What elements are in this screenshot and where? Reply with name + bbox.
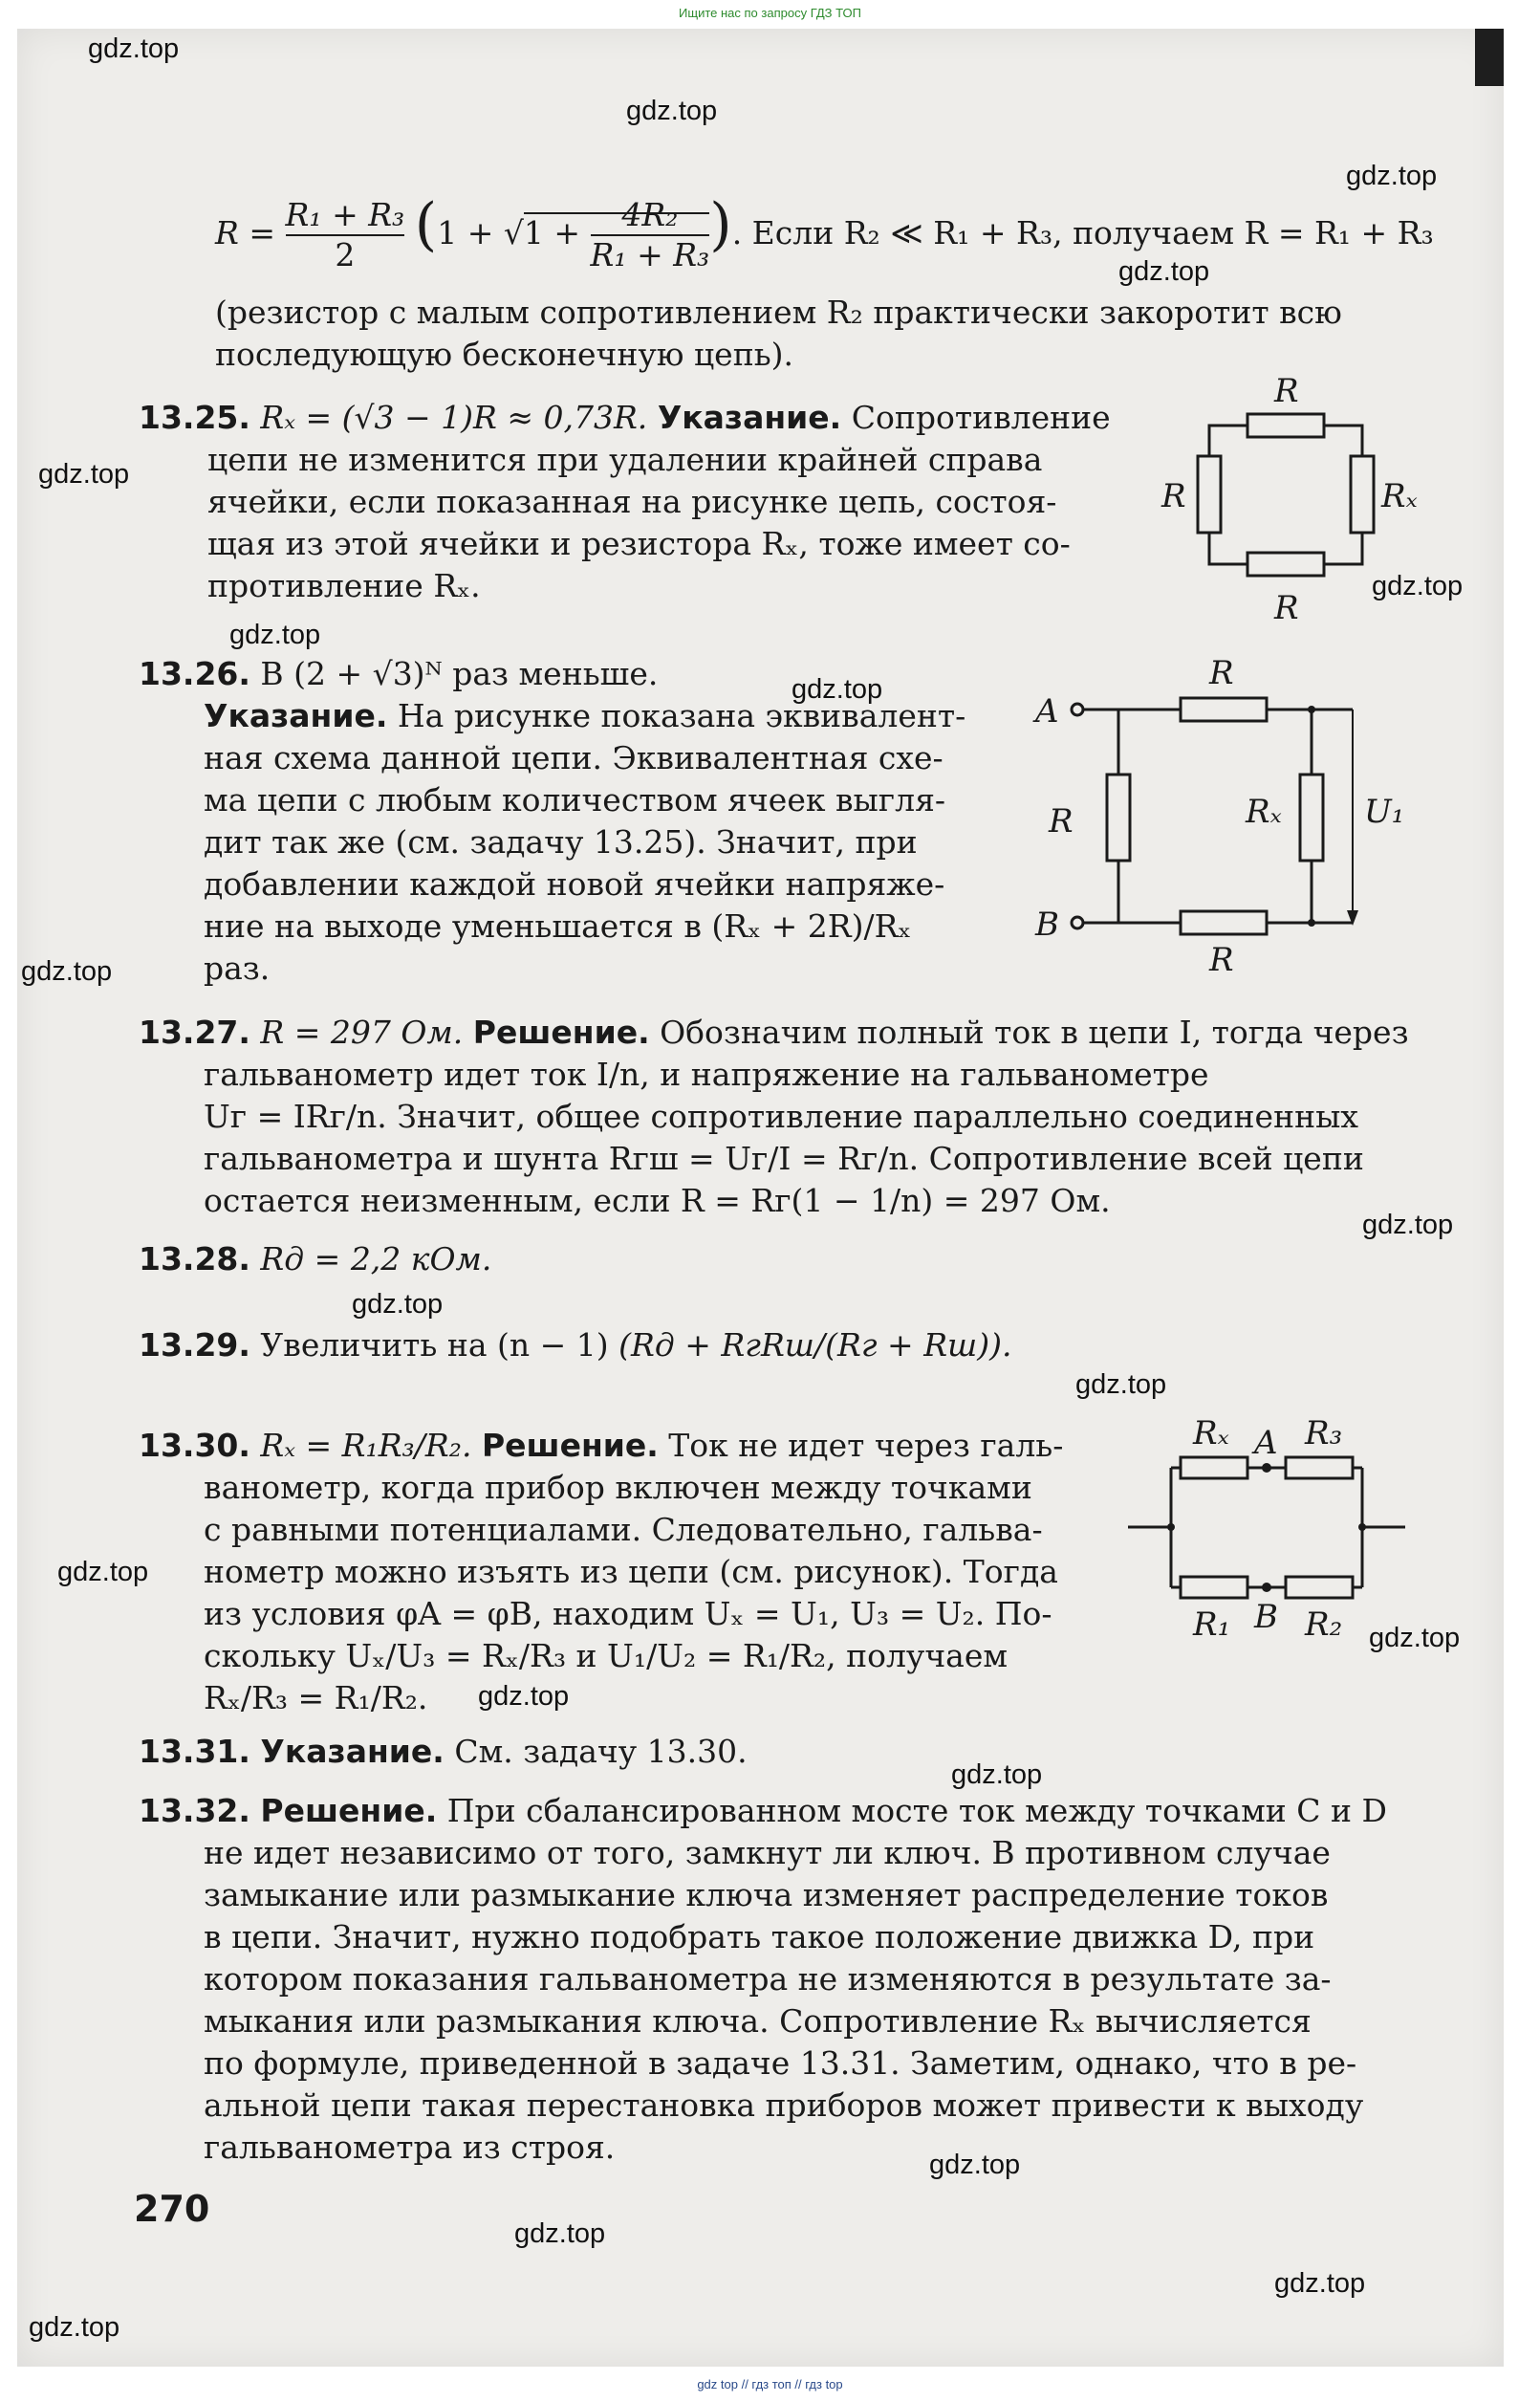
resistor-right: [1351, 456, 1374, 533]
watermark: gdz.top: [21, 956, 113, 987]
watermark: gdz.top: [57, 1557, 149, 1587]
text-line: щая из этой ячейки и резистора Rₓ, тоже имеет со-: [207, 525, 1071, 562]
solution-label: Решение.: [472, 1014, 650, 1051]
top-banner: Ищите нас по запросу ГДЗ ТОП: [679, 6, 861, 20]
text-line: гальванометр идет ток I/n, и напряжение на гальванометре: [204, 1056, 1209, 1093]
text-line: ма цепи с любым количеством ячеек выгля-: [204, 781, 946, 819]
text-line: Uг = IRг/n. Значит, общее сопротивление параллельно соединенных: [204, 1098, 1358, 1135]
label-r-left: R: [1161, 477, 1186, 515]
text-line: ванометр, когда прибор включен между точками: [204, 1469, 1032, 1506]
circuit-figure-13-26: [1028, 650, 1420, 980]
text-line: добавлении каждой новой ячейки напряже-: [204, 865, 945, 903]
watermark: gdz.top: [514, 2218, 606, 2249]
answer: В (2 + √3)ᴺ раз меньше.: [260, 655, 659, 692]
resistor-bottom: [1247, 553, 1324, 576]
text-line: цепи не изменится при удалении крайней справа: [207, 441, 1043, 478]
problem-number: 13.32.: [139, 1792, 250, 1829]
label-u1: U₁: [1364, 793, 1405, 831]
text-line: гальванометра из строя.: [204, 2129, 616, 2166]
watermark: gdz.top: [1369, 1623, 1461, 1653]
page-shadow-corner: [1475, 29, 1504, 86]
text-line: котором показания гальванометра не изменяются в результате за-: [204, 1960, 1332, 1998]
text-line: раз.: [204, 950, 271, 987]
text-line: гальванометра и шунта Rгш = Uг/I = Rг/n. Сопротивление всей цепи: [204, 1140, 1364, 1177]
intro-tail: . Если R₂ ≪ R₁ + R₃, получаем R = R₁ + R₃: [731, 214, 1434, 251]
watermark: gdz.top: [1118, 256, 1210, 287]
hint-label: Указание.: [204, 697, 388, 734]
problem-13-28: [139, 1238, 491, 1280]
watermark: gdz.top: [929, 2150, 1021, 2180]
problem-number: 13.31.: [139, 1733, 250, 1770]
problem-13-30: [139, 1425, 1063, 1719]
answer: Rд = 2,2 кОм.: [260, 1240, 492, 1277]
watermark: gdz.top: [1372, 571, 1464, 601]
problem-13-27: [139, 1012, 1409, 1222]
problem-number: 13.27.: [139, 1014, 250, 1051]
problem-13-29: [139, 1324, 1012, 1366]
text-line: ная схема данной цепи. Эквивалентная схе-: [204, 739, 944, 776]
text-line: противление Rₓ.: [207, 567, 481, 604]
watermark: gdz.top: [951, 1759, 1043, 1790]
text-line: На рисунке показана эквивалент-: [397, 697, 966, 734]
problem-number: 13.29.: [139, 1326, 250, 1364]
label-b: B: [1035, 906, 1059, 944]
label-rx: Rₓ: [1246, 793, 1282, 831]
problem-number: 13.28.: [139, 1240, 250, 1277]
text-line: альной цепи такая перестановка приборов может привести к выходу: [204, 2086, 1364, 2124]
text-line: ние на выходе уменьшается в (Rₓ + 2R)/Rₓ: [204, 907, 912, 945]
label-r-top: R: [1209, 654, 1234, 692]
footer-links[interactable]: gdz top // гдз топ // гдз top: [697, 2377, 843, 2391]
problem-13-31: [139, 1731, 748, 1773]
label-r2: R₂: [1305, 1605, 1343, 1644]
text-line: из условия φA = φB, находим Uₓ = U₁, U₃ = U₂. По-: [204, 1595, 1052, 1632]
text-line: замыкание или размыкание ключа изменяет распределение токов: [204, 1876, 1329, 1913]
watermark: gdz.top: [1274, 2268, 1366, 2299]
text-line: мыкания или размыкания ключа. Сопротивление Rₓ вычисляется: [204, 2002, 1312, 2040]
label-a: A: [1035, 692, 1059, 731]
label-r-bottom: R: [1274, 589, 1299, 627]
hint-label: Указание.: [260, 1733, 445, 1770]
answer: Rₓ = R₁R₃/R₂.: [260, 1427, 472, 1464]
text-line: по формуле, приведенной в задаче 13.31. Заметим, однако, что в ре-: [204, 2044, 1357, 2082]
watermark: gdz.top: [38, 459, 130, 490]
text-line: Сопротивление: [851, 399, 1111, 436]
label-r-bottom: R: [1209, 941, 1234, 979]
intro-line-3: последующую бесконечную цепь).: [215, 336, 794, 373]
text-line: Ток не идет через галь-: [668, 1427, 1064, 1464]
intro-formula-line: R = $\frac{\text{R₁ + R₃}}{2}$ (1 + √1 + $\frac{\text{4R₂}}{\text{R₁ + R₃}}$ ). Если R₂ ≪ R₁ + R₃, получаем R = R₁ + R₃: [215, 191, 1434, 273]
watermark: gdz.top: [792, 674, 883, 705]
problem-number: 13.26.: [139, 655, 250, 692]
text-line: нометр можно изъять из цепи (см. рисунок). Тогда: [204, 1553, 1058, 1590]
resistor-left: [1198, 456, 1221, 533]
text-line: скольку Uₓ/U₃ = Rₓ/R₃ и U₁/U₂ = R₁/R₂, получаем: [204, 1637, 1009, 1674]
label-r-left: R: [1049, 802, 1074, 841]
text-line: с равными потенциалами. Следовательно, гальва-: [204, 1511, 1043, 1548]
problem-13-32: [139, 1790, 1387, 2169]
label-r3: R₃: [1305, 1414, 1343, 1452]
label-r-top: R: [1274, 372, 1299, 410]
problem-number: 13.25.: [139, 399, 250, 436]
label-b: B: [1254, 1598, 1278, 1636]
page-number: 270: [134, 2188, 210, 2230]
text-line: Rₓ/R₃ = R₁/R₂.: [204, 1679, 428, 1716]
circuit-figure-13-30: [1118, 1401, 1415, 1654]
fraction-r1-r3: $\frac{\text{R₁ + R₃}}{2}$: [285, 196, 405, 273]
text-line: См. задачу 13.30.: [454, 1733, 748, 1770]
watermark: gdz.top: [478, 1681, 570, 1712]
intro-line-2: (резистор с малым сопротивлением R₂ практически закоротит всю: [215, 294, 1342, 331]
watermark: gdz.top: [1362, 1210, 1454, 1240]
text-line: ячейки, если показанная на рисунке цепь, состоя-: [207, 483, 1057, 520]
resistor-top: [1247, 414, 1324, 437]
intro-text: [215, 292, 1342, 376]
text-line: Обозначим полный ток в цепи I, тогда через: [660, 1014, 1409, 1051]
label-r1: R₁: [1193, 1605, 1231, 1644]
hint-label: Указание.: [657, 399, 842, 436]
solution-label: Решение.: [260, 1792, 438, 1829]
text-line: не идет независимо от того, замкнут ли ключ. В противном случае: [204, 1834, 1331, 1871]
answer: Rₓ = (√3 − 1)R ≈ 0,73R.: [260, 399, 648, 436]
watermark: gdz.top: [88, 33, 180, 64]
problem-13-25: [139, 397, 1152, 607]
answer: R = 297 Ом.: [260, 1014, 464, 1051]
text-line: в цепи. Значит, нужно подобрать такое положение движка D, при: [204, 1918, 1315, 1955]
label-a: A: [1254, 1424, 1278, 1462]
watermark: gdz.top: [1075, 1369, 1167, 1400]
watermark: gdz.top: [626, 96, 718, 126]
text-line: дит так же (см. задачу 13.25). Значит, при: [204, 823, 918, 861]
watermark: gdz.top: [1346, 161, 1438, 191]
watermark: gdz.top: [29, 2312, 120, 2343]
answer-formula: (Rд + RгRш/(Rг + Rш)).: [618, 1326, 1012, 1364]
problem-number: 13.30.: [139, 1427, 250, 1464]
solution-label: Решение.: [481, 1427, 659, 1464]
text-line: При сбалансированном мосте ток между точками C и D: [446, 1792, 1387, 1829]
label-rx: Rₓ: [1193, 1414, 1229, 1452]
watermark: gdz.top: [229, 620, 321, 650]
label-rx: Rₓ: [1381, 477, 1418, 515]
watermark: gdz.top: [352, 1289, 444, 1320]
answer-text: Увеличить на (n − 1): [260, 1326, 609, 1364]
text-line: остается неизменным, если R = Rг(1 − 1/n) = 297 Ом.: [204, 1182, 1111, 1219]
